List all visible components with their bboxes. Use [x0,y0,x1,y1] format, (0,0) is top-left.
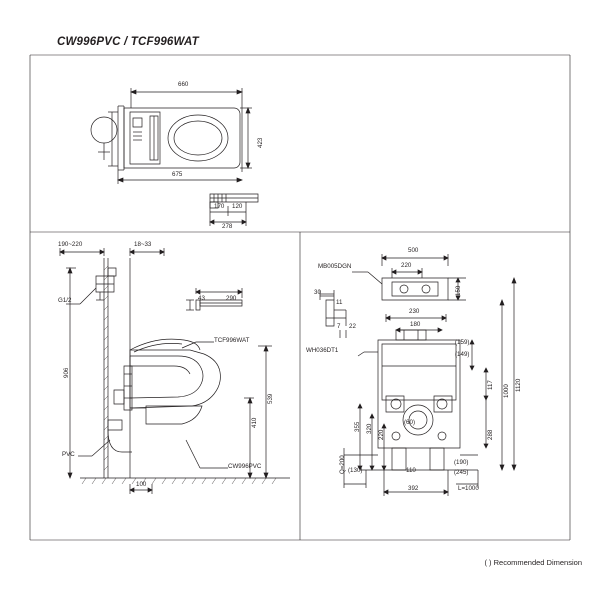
dim-tank-320: 320 [366,423,373,434]
dim-tank-130: (130) [348,467,363,474]
dim-side-539: 539 [267,393,274,404]
callout-tcf996wat: TCF996WAT [214,337,250,344]
dim-side-410: 410 [251,417,258,428]
dim-tank-190: (190) [454,459,469,466]
dim-tank-11: 11 [336,299,343,306]
footnote: ( ) Recommended Dimension [484,558,582,567]
dim-tank-l1000: L=1000 [458,485,479,492]
dim-tank-60: (60) [404,419,416,426]
callout-g12: G1/2 [58,297,72,304]
dim-tank-149: (149) [455,351,470,358]
dim-tank-500: 500 [408,247,419,254]
dim-tank-q200: Q=200 [339,455,346,474]
dim-top-423: 423 [257,137,264,148]
dim-tank-288: 288 [487,429,494,440]
dim-tank-180: 180 [410,321,421,328]
callout-pvc: PVC [62,451,75,458]
dim-seat-120: 120 [232,203,243,210]
callout-cw996pvc: CW996PVC [228,463,262,470]
dim-tank-117: 117 [487,380,494,390]
dim-side-18-33: 18~33 [134,241,152,248]
dim-tank-1120: 1120 [515,378,522,392]
dim-tank-110: 110 [406,467,416,474]
dim-side-100: 100 [136,481,147,488]
dim-side-906: 906 [63,367,70,378]
callout-mb005dgn: MB005DGN [318,263,352,270]
dim-tank-392: 392 [408,485,419,492]
dim-seat-170: 170 [214,203,225,210]
dim-tank-220b: 220 [378,429,385,440]
dim-top-675: 675 [172,171,183,178]
dim-side-190-220: 190~220 [58,241,83,248]
dim-side-43: 43 [198,295,205,302]
dim-tank-7: 7 [337,323,341,330]
dim-tank-159: (159) [455,339,470,346]
page-title: CW996PVC / TCF996WAT [57,36,199,48]
dim-tank-355: 355 [354,421,361,432]
dim-tank-1000: 1000 [503,384,510,398]
dim-tank-245: (245) [454,469,469,476]
dim-top-660: 660 [178,81,189,88]
dim-tank-230: 230 [409,308,420,315]
dim-tank-150: 150 [455,285,462,296]
dim-side-290: 290 [226,295,237,302]
dim-seat-278: 278 [222,223,233,230]
dim-tank-30: 30 [314,289,321,296]
dim-tank-220: 220 [401,262,412,269]
dim-tank-22: 22 [349,323,356,330]
callout-wh036dt1: WH036DT1 [306,347,339,354]
